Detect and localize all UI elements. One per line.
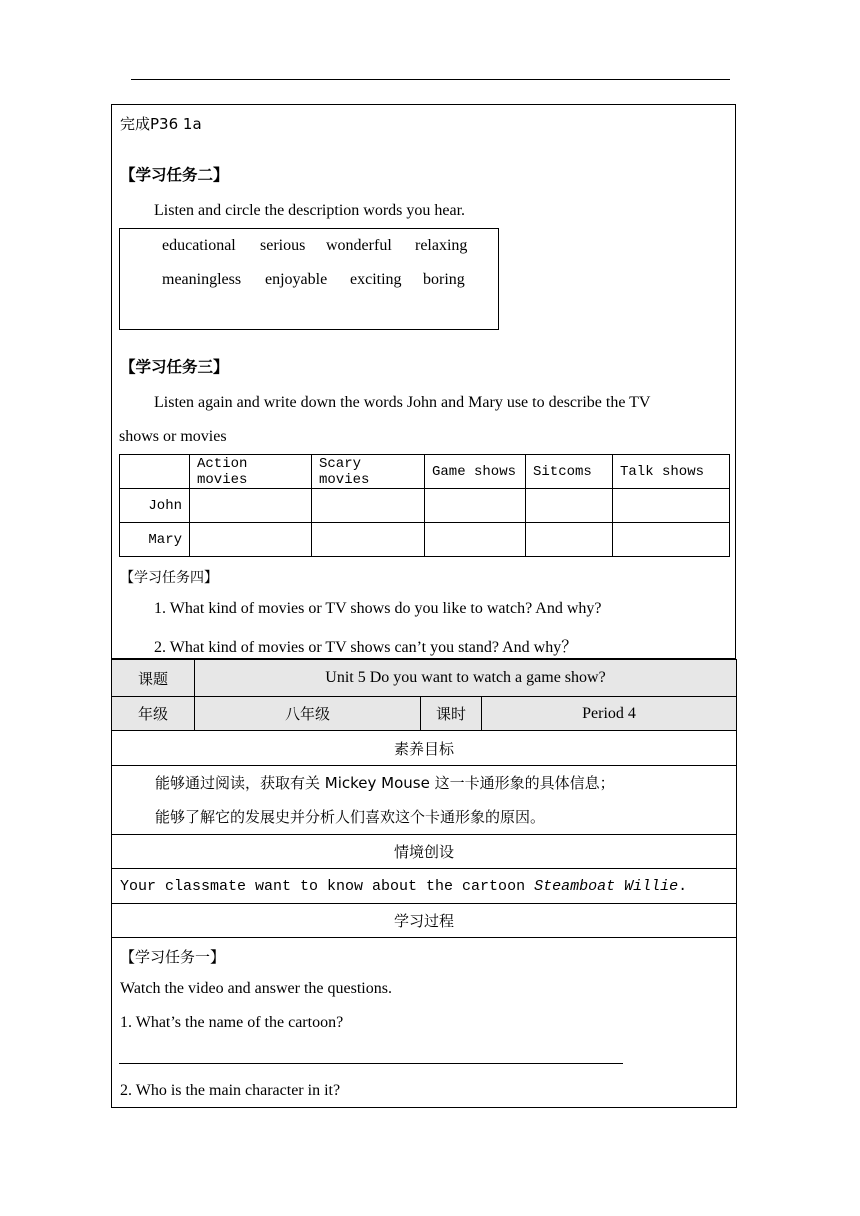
task4-question-1: 1. What kind of movies or TV shows do you like to watch? And why? (154, 600, 602, 617)
goals-row (112, 765, 736, 834)
period-value: Period 4 (481, 697, 736, 730)
task1-question-2: 2. Who is the main character in it? (120, 1082, 341, 1099)
row-label-john: John (120, 489, 190, 523)
grade-label: 年级 (137, 705, 168, 723)
task3-instruction: Listen again and write down the words John and Mary use to describe the TV (154, 394, 651, 411)
task3-heading: 【学习任务三】 (120, 358, 229, 376)
task2-heading: 【学习任务二】 (120, 166, 229, 184)
word-item: educational (162, 237, 236, 254)
table-row (120, 523, 730, 557)
process-heading: 学习过程 (393, 912, 454, 930)
task1-instruction: Watch the video and answer the questions. (120, 980, 392, 997)
table-header: Scary movies (312, 455, 425, 489)
answer-cell[interactable] (190, 523, 312, 557)
description-table (119, 454, 730, 557)
scenario-text-plain: Your classmate want to know about the cartoon (120, 877, 535, 895)
process-row (112, 937, 736, 1107)
table-corner-cell (120, 455, 190, 489)
task4-question-2: 2. What kind of movies or TV shows can’t you stand? And why？ (154, 639, 578, 656)
answer-cell[interactable] (425, 489, 526, 523)
word-item: exciting (350, 271, 402, 288)
task1-question-1: 1. What’s the name of the cartoon? (120, 1014, 344, 1031)
scenario-cartoon-title: Steamboat Willie (534, 877, 679, 895)
lesson-plan-table (111, 659, 737, 1108)
process-heading-row (112, 903, 736, 937)
task3-instruction-cont: shows or movies (119, 428, 227, 445)
task2-instruction: Listen and circle the description words you hear. (154, 202, 466, 219)
answer-cell[interactable] (613, 489, 730, 523)
word-item: enjoyable (265, 271, 328, 288)
table-header: Talk shows (613, 455, 730, 489)
answer-cell[interactable] (613, 523, 730, 557)
table-header: Action movies (190, 455, 312, 489)
answer-cell[interactable] (190, 489, 312, 523)
scenario-heading: 情境创设 (393, 843, 454, 861)
topic-value: Unit 5 Do you want to watch a game show? (194, 660, 736, 696)
scenario-text-end: . (678, 877, 688, 895)
row-label-mary: Mary (120, 523, 190, 557)
answer-cell[interactable] (526, 489, 613, 523)
topic-label: 课题 (137, 669, 168, 688)
answer-line[interactable] (119, 1063, 623, 1064)
header-rule (131, 79, 730, 80)
word-item: boring (423, 271, 465, 288)
word-item: serious (260, 237, 306, 254)
grade-row (112, 696, 736, 730)
goal-item: 能够了解它的发展史并分析人们喜欢这个卡通形象的原因。 (155, 808, 546, 826)
answer-cell[interactable] (425, 523, 526, 557)
scenario-text (120, 869, 736, 903)
answer-cell[interactable] (526, 523, 613, 557)
goal-item: 能够通过阅读，获取有关 Mickey Mouse 这一卡通形象的具体信息； (155, 774, 615, 792)
table-header: Game shows (425, 455, 526, 489)
answer-cell[interactable] (312, 523, 425, 557)
word-item: relaxing (415, 237, 468, 254)
topic-row (112, 660, 736, 696)
table-header-row (120, 455, 730, 489)
scenario-heading-row (112, 834, 736, 868)
grade-value: 八年级 (194, 697, 420, 730)
goals-heading-row (112, 730, 736, 765)
answer-cell[interactable] (312, 489, 425, 523)
table-header: Sitcoms (526, 455, 613, 489)
task1-heading: 【学习任务一】 (120, 948, 226, 966)
word-item: meaningless (162, 271, 242, 288)
scenario-row (112, 868, 736, 903)
goals-heading: 素养目标 (393, 739, 454, 758)
period-label: 课时 (420, 697, 481, 730)
exercise-reference: 完成P36 1a (120, 115, 202, 133)
word-item: wonderful (326, 237, 392, 254)
task4-heading: 【学习任务四】 (120, 570, 218, 586)
table-row (120, 489, 730, 523)
